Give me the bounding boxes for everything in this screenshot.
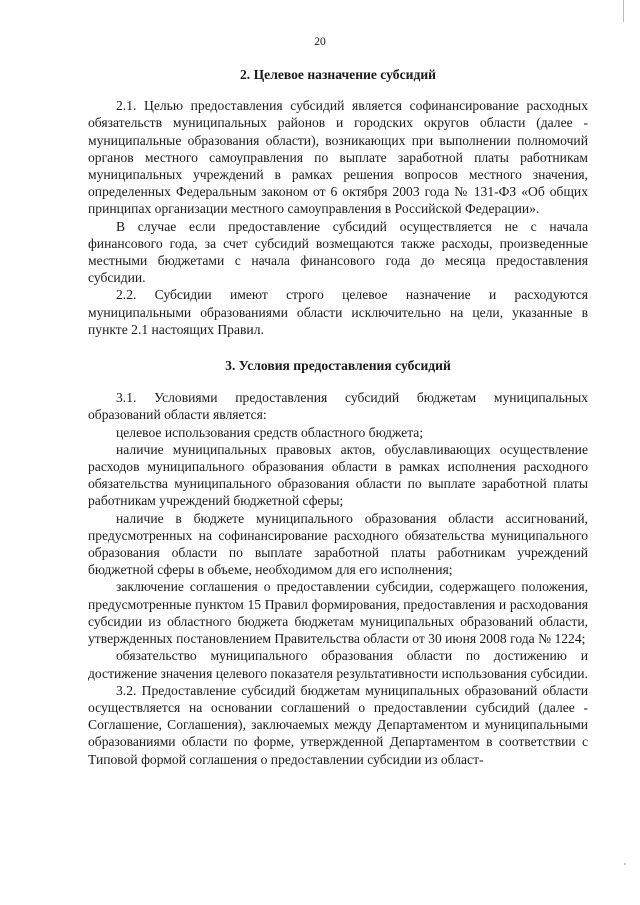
condition-item-3: наличие в бюджете муниципального образования области ассигнований, предусмотренных на софинансирование расходного обязательства муниципального образования области по выплате заработной платы работникам учреждений бюджетной сферы в объеме, необходимом для его исполнения; bbox=[88, 510, 588, 578]
section-3-heading: 3. Условия предоставления субсидий bbox=[225, 358, 451, 374]
paragraph-2-2: 2.2. Субсидии имеют строго целевое назначение и расходуются муниципальными образованиями области исключительно на цели, указанные в пункте 2.1 настоящих Правил. bbox=[88, 287, 588, 337]
section-2-heading: 2. Целевое назначение субсидий bbox=[240, 67, 436, 82]
condition-item-1: целевое использования средств областного бюджета; bbox=[116, 424, 424, 440]
scan-edge-mark bbox=[623, 0, 624, 22]
condition-item-5: обязательство муниципального образования области по достижению и достижение значения целевого показателя результативности использования субсидии. bbox=[88, 648, 588, 681]
paragraph-2-1: 2.1. Целью предоставления субсидий является софинансирование расходных обязательств муниципальных районов и городских округов области (далее - муниципальные образования области), возникающих при выполнении полномочий органов местного самоуправления по выплате заработной платы работникам муниципальных учреждений в рамках решения вопросов местного значения, определенных Федеральным законом от 6 октября 2003 года № 131-ФЗ «Об общих принципах организации местного самоуправления в Российской Федерации». bbox=[88, 98, 588, 217]
paragraph-3-2: 3.2. Предоставление субсидий бюджетам муниципальных образований области осуществляется на основании соглашений о предоставлении субсидий (далее - Соглашение, Соглашения), заключаемых между Департаментом и муниципальными образованиями области по форме, утвержденной Департаментом в соответствии с Типовой формой соглашения о предоставлении субсидии из област- bbox=[88, 682, 588, 767]
paragraph-3-1: 3.1. Условиями предоставления субсидий бюджетам муниципальных образований области является: bbox=[88, 390, 588, 423]
page-number: 20 bbox=[314, 36, 326, 48]
document-body bbox=[88, 64, 588, 768]
paragraph-2-1-continued: В случае если предоставление субсидий осуществляется не с начала финансового года, за счет субсидий возмещаются также расходы, произведенные местными бюджетами с начала финансового года до месяца предоставления субсидии. bbox=[88, 218, 588, 286]
condition-item-4: заключение соглашения о предоставлении субсидии, содержащего положения, предусмотренные пунктом 15 Правил формирования, предоставления и расходования субсидии из областного бюджета бюджетам муниципальных образований области, утвержденных постановлением Правительства области от 30 июня 2008 года № 1224; bbox=[88, 579, 588, 647]
scan-speck bbox=[624, 863, 626, 865]
condition-item-2: наличие муниципальных правовых актов, обуславливающих осуществление расходов муниципального образования области в рамках исполнения расходного обязательства муниципального образования области по выплате заработной платы работникам учреждений бюджетной сферы; bbox=[88, 441, 588, 509]
